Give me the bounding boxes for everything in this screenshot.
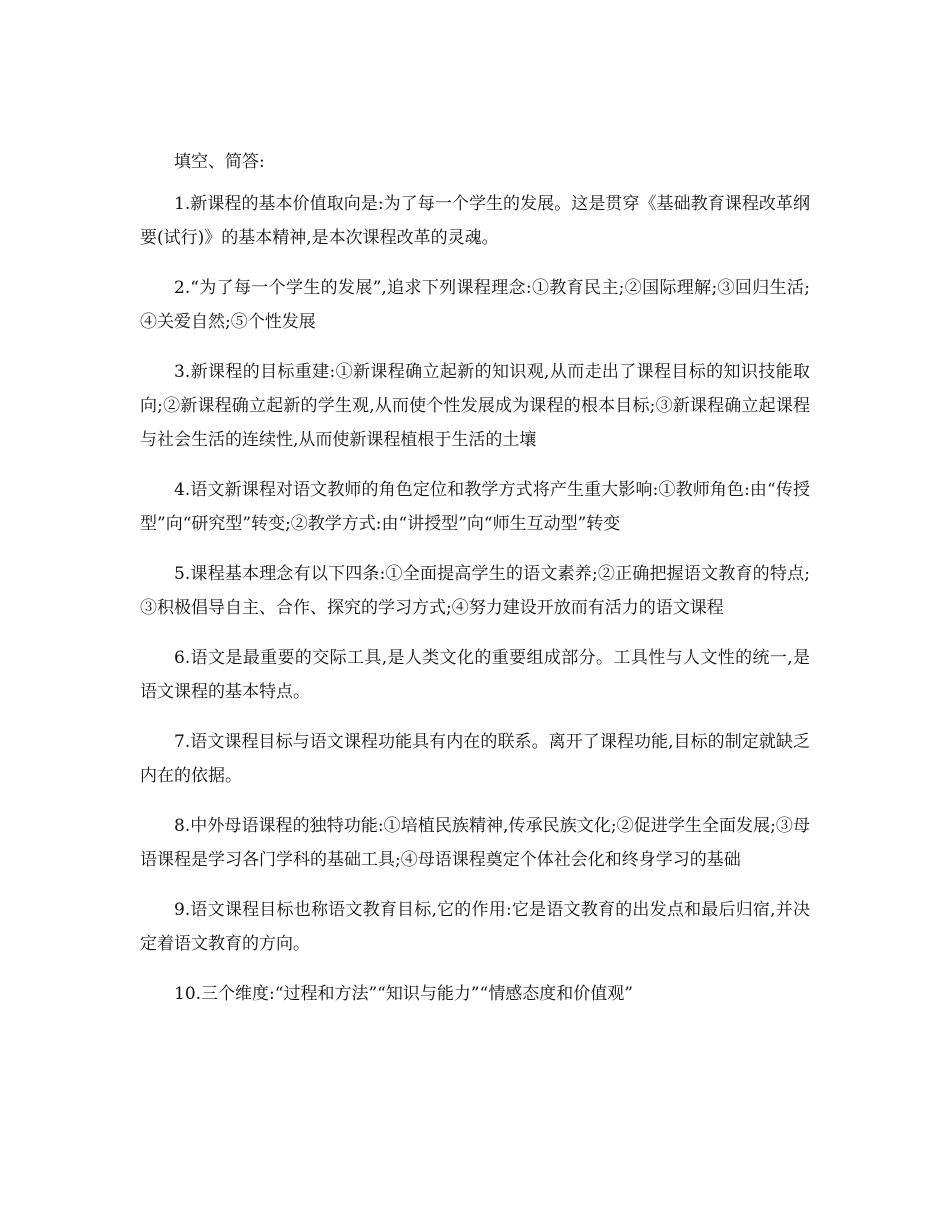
item-8: 8.中外母语课程的独特功能:①培植民族精神,传承民族文化;②促进学生全面发展;③母语课程是学习各门学科的基础工具;④母语课程奠定个体社会化和终身学习的基础 <box>140 816 810 870</box>
document-page <box>140 147 810 1027</box>
item-7: 7.语文课程目标与语文课程功能具有内在的联系。离开了课程功能,目标的制定就缺乏内在的依据。 <box>140 732 810 786</box>
item-4: 4.语文新课程对语文教师的角色定位和教学方式将产生重大影响:①教师角色:由“传授型”向“研究型”转变;②教学方式:由“讲授型”向“师生互动型”转变 <box>140 480 810 534</box>
item-1: 1.新课程的基本价值取向是:为了每一个学生的发展。这是贯穿《基础教育课程改革纲要(试行)》的基本精神,是本次课程改革的灵魂。 <box>140 194 810 248</box>
section-heading: 填空、简答: <box>174 152 265 172</box>
item-3: 3.新课程的目标重建:①新课程确立起新的知识观,从而走出了课程目标的知识技能取向;②新课程确立起新的学生观,从而使个性发展成为课程的根本目标;③新课程确立起课程与社会生活的连续性,从而使新课程植根于生活的土壤 <box>140 362 810 450</box>
item-10: 10.三个维度:“过程和方法”“知识与能力”“情感态度和价值观” <box>174 984 633 1004</box>
item-9: 9.语文课程目标也称语文教育目标,它的作用:它是语文教育的出发点和最后归宿,并决定着语文教育的方向。 <box>140 900 810 954</box>
item-6: 6.语文是最重要的交际工具,是人类文化的重要组成部分。工具性与人文性的统一,是语文课程的基本特点。 <box>140 648 810 702</box>
item-2: 2.“为了每一个学生的发展”,追求下列课程理念:①教育民主;②国际理解;③回归生活;④关爱自然;⑤个性发展 <box>140 278 810 332</box>
item-5: 5.课程基本理念有以下四条:①全面提高学生的语文素养;②正确把握语文教育的特点;③积极倡导自主、合作、探究的学习方式;④努力建设开放而有活力的语文课程 <box>140 564 810 618</box>
